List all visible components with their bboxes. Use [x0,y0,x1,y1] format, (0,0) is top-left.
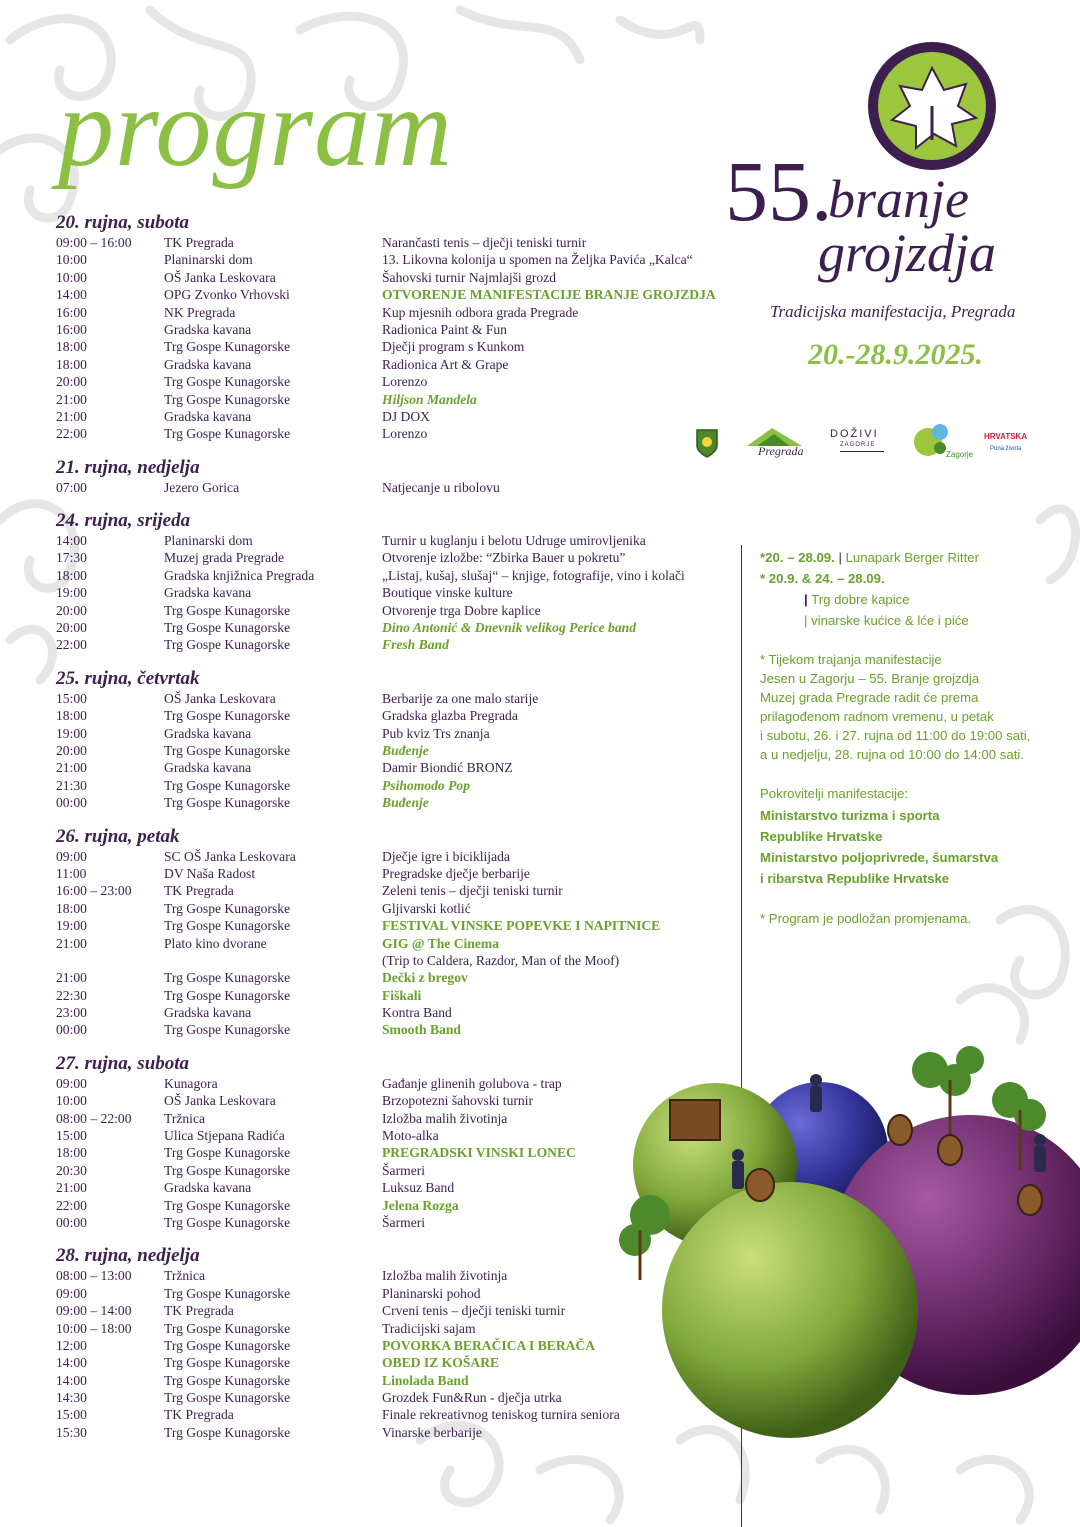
schedule-row [56,636,746,653]
event-place: Gradska kavana [164,585,252,601]
event-time: 12:00 [56,1337,87,1353]
event-name: Gradska glazba Pregrada [382,708,518,724]
side-lunapark-line: *20. – 28.09. | Lunapark Berger Ritter [760,550,979,565]
event-name: Dino Antonić & Dnevnik velikog Perice band [382,620,636,636]
page-title: program [58,66,453,190]
event-time: 20:00 [56,602,87,618]
event-time: 20:00 [56,620,87,636]
schedule-row [56,969,746,986]
event-place: Ulica Stjepana Radića [164,1128,285,1144]
patron-line: i ribarstva Republike Hrvatske [760,871,950,886]
museum-note-line: Jesen u Zagorju – 55. Branje grojzdja [760,671,980,686]
schedule-row [56,917,746,934]
event-time: 18:00 [56,339,87,355]
event-time: 15:30 [56,1424,87,1440]
logo-subtitle: Tradicijska manifestacija, Pregrada [770,302,1016,321]
sponsor-logos [690,420,1050,470]
schedule-row [56,690,746,707]
event-place: Trg Gospe Kunagorske [164,1145,291,1161]
event-name: Hiljson Mandela [382,391,477,407]
event-place: Muzej grada Pregrade [164,550,285,566]
event-time: 10:00 [56,1093,87,1109]
event-place: Gradska kavana [164,1180,252,1196]
side-info-panel [760,548,1060,928]
event-place: TK Pregrada [164,1303,234,1319]
event-place: Trg Gospe Kunagorske [164,1424,291,1440]
event-name: GIG @ The Cinema [382,935,500,951]
event-place: OŠ Janka Leskovara [164,1093,276,1109]
event-time: 21:30 [56,777,87,793]
event-place: Trg Gospe Kunagorske [164,1390,291,1406]
event-place: Trg Gospe Kunagorske [164,918,291,934]
event-place: Trg Gospe Kunagorske [164,1320,291,1336]
event-name: Šarmeri [382,1214,426,1230]
event-name: Turnir u kuglanju i belotu Udruge umirovljenika [382,533,646,549]
side-kucice-line: | vinarske kućice & lće i piće [804,613,969,628]
schedule-row [56,234,746,251]
day-block [56,510,746,654]
event-name: Narančasti tenis – dječji teniski turnir [382,235,587,250]
event-place: Trg Gospe Kunagorske [164,742,291,758]
event-name: Izložba malih životinja [382,1110,508,1126]
event-time: 11:00 [56,865,87,881]
event-place: Kunagora [164,1075,218,1091]
event-time: 21:00 [56,760,87,776]
day-title: 28. rujna, nedjelja [56,1245,200,1267]
event-place: Plato kino dvorane [164,935,267,951]
event-name: Lorenzo [382,426,428,442]
event-place: Gradska kavana [164,408,252,424]
schedule-row [56,1004,746,1021]
schedule-row [56,584,746,601]
hrvatska-logo-sub: Puna života [990,446,1022,452]
schedule-row [56,602,746,619]
schedule-row [56,408,746,425]
event-time: 19:00 [56,585,87,601]
event-place: OŠ Janka Leskovara [164,690,276,706]
event-name: POVORKA BERAČICA I BERAČA [382,1337,596,1353]
schedule-row [56,338,746,355]
event-place: Tržnica [164,1268,206,1284]
event-name: Luksuz Band [382,1180,455,1196]
schedule-row [56,987,746,1004]
event-place: Trg Gospe Kunagorske [164,987,291,1003]
event-time: 22:30 [56,987,87,1003]
event-place: Trg Gospe Kunagorske [164,391,291,407]
event-time: 22:00 [56,1197,87,1213]
festival-dates: 20.-28.9.2025. [808,338,983,371]
event-time: 21:00 [56,935,87,951]
event-place: Trg Gospe Kunagorske [164,620,291,636]
pregrada-logo-label: Pregrada [758,444,804,458]
event-name: Natjecanje u ribolovu [382,479,500,495]
event-place: Trg Gospe Kunagorske [164,795,291,811]
event-place: Trg Gospe Kunagorske [164,1162,291,1178]
event-name: PREGRADSKI VINSKI LONEC [382,1145,576,1161]
event-time: 15:00 [56,1407,87,1423]
patron-line: Ministarstvo poljoprivrede, šumarstva [760,850,999,865]
logo-word-grojzdja: grojzdja [818,223,997,283]
event-name: Dječje igre i biciklijada [382,848,510,864]
schedule-row [56,549,746,566]
schedule-row [56,391,746,408]
museum-note-line: prilagođenom radnom vremenu, u petak [760,709,994,724]
event-time: 21:00 [56,970,87,986]
event-name: Gađanje glinenih golubova - trap [382,1075,562,1091]
event-place: TK Pregrada [164,1407,234,1423]
event-name: Moto-alka [382,1128,439,1144]
event-place: Trg Gospe Kunagorske [164,970,291,986]
event-place: SC OŠ Janka Leskovara [164,848,296,864]
schedule-row [56,848,746,865]
event-name: Pregradske dječje berbarije [382,865,530,881]
event-time: 07:00 [56,479,87,495]
schedule-row [56,286,746,303]
event-time: 21:00 [56,391,87,407]
event-place: Trg Gospe Kunagorske [164,1285,291,1301]
schedule-row [56,532,746,549]
event-name: Berbarije za one malo starije [382,690,539,706]
event-place: Trg Gospe Kunagorske [164,1372,291,1388]
hrvatska-logo-label: HRVATSKA [984,432,1028,441]
event-time: 14:00 [56,1355,87,1371]
day-block [56,457,746,496]
schedule-row [56,619,746,636]
event-place: Trg Gospe Kunagorske [164,1337,291,1353]
side-trg-line: | Trg dobre kapice [804,592,910,607]
schedule-row [56,304,746,321]
event-place: OPG Zvonko Vrhovski [164,287,290,303]
event-place: Planinarski dom [164,533,253,549]
side-disclaimer: * Program je podložan promjenama. [760,911,972,926]
zagorje-logo-label: Zagorje [946,450,974,459]
schedule-row [56,759,746,776]
event-place: DV Naša Radost [164,865,256,881]
event-place: Jezero Gorica [164,479,240,495]
event-time: 18:00 [56,708,87,724]
schedule-row [56,777,746,794]
event-name: Šarmeri [382,1162,426,1178]
event-time: 10:00 – 18:00 [56,1320,132,1336]
schedule-row [56,935,746,952]
event-place: Trg Gospe Kunagorske [164,339,291,355]
event-time: 09:00 [56,1075,87,1091]
event-place: Planinarski dom [164,252,253,268]
logo-word-branje: branje [828,169,969,229]
event-name: Buđenje [382,795,429,811]
day-title: 27. rujna, subota [56,1052,190,1074]
event-time: 17:30 [56,550,87,566]
event-time: 09:00 – 16:00 [56,235,132,250]
schedule-row [56,251,746,268]
event-time: 14:00 [56,287,87,303]
event-time: 20:00 [56,742,87,758]
event-name: Gljivarski kotlić [382,900,471,916]
event-place: Gradska kavana [164,760,252,776]
dozivi-logo-label: DOŽIVI [830,428,879,440]
event-name: Šahovski turnir Najmlajši grozd [382,269,557,285]
museum-note-line: Muzej grada Pregrade radit će prema [760,690,979,705]
event-time: 19:00 [56,725,87,741]
day-title: 24. rujna, srijeda [56,510,191,532]
day-block [56,668,746,812]
schedule-row [56,373,746,390]
schedule-row [56,1021,746,1038]
event-time: 14:00 [56,1372,87,1388]
event-time: 18:00 [56,567,87,583]
event-place: Gradska kavana [164,1005,252,1021]
event-name: Psihomodo Pop [382,777,470,793]
side-patrons-title: Pokrovitelji manifestacije: [760,786,909,801]
event-name: Pub kviz Trs znanja [382,725,490,741]
event-name: Dječji program s Kunkom [382,339,525,355]
schedule-row [56,742,746,759]
museum-note-line: a u nedjelju, 28. rujna od 10:00 do 14:00 sati. [760,747,1024,762]
schedule-row [56,479,746,496]
schedule-row [56,269,746,286]
dozivi-logo-sub: ZAGORJE [840,442,884,452]
side-trg-text: Trg dobre kapice [811,592,910,607]
event-time: 20:30 [56,1162,87,1178]
event-name: Smooth Band [382,1022,461,1038]
schedule-row [56,952,746,969]
event-name: FESTIVAL VINSKE POPEVKE I NAPITNICE [382,918,661,934]
pregrada-coat-of-arms-icon [695,428,719,458]
event-place: Trg Gospe Kunagorske [164,1214,291,1230]
event-time: 08:00 – 13:00 [56,1268,132,1284]
event-name: Crveni tenis – dječji teniski turnir [382,1303,566,1319]
event-time: 16:00 – 23:00 [56,883,132,899]
event-time: 09:00 [56,1285,87,1301]
event-place: Gradska kavana [164,321,252,337]
event-name: Finale rekreativnog teniskog turnira seniora [382,1407,620,1423]
event-time: 18:00 [56,900,87,916]
schedule-row [56,707,746,724]
schedule-row [56,567,746,584]
event-time: 18:00 [56,1145,87,1161]
day-title: 21. rujna, nedjelja [56,456,200,478]
schedule-row [56,321,746,338]
event-name: Lorenzo [382,374,428,390]
event-time: 22:00 [56,637,87,653]
event-name: Otvorenje trga Dobre kaplice [382,602,541,618]
event-name: „Listaj, kušaj, slušaj“ – knjige, fotografije, vino i kolači [382,567,685,583]
side-lunapark-text: Lunapark Berger Ritter [845,550,979,565]
event-time: 21:00 [56,408,87,424]
event-name: Kontra Band [382,1005,452,1021]
event-name: OBED IZ KOŠARE [382,1355,500,1371]
event-time: 00:00 [56,1214,87,1230]
museum-note-line: i subotu, 26. i 27. rujna od 11:00 do 19:00 sati, [760,728,1031,743]
event-place: Trg Gospe Kunagorske [164,426,291,442]
patron-line: Ministarstvo turizma i sporta [760,808,940,823]
patron-line: Republike Hrvatske [760,829,883,844]
event-name: Dečki z bregov [382,970,468,986]
event-time: 20:00 [56,374,87,390]
event-name: Radionica Paint & Fun [382,321,507,337]
event-name: Damir Biondić BRONZ [382,760,513,776]
event-place: Trg Gospe Kunagorske [164,1355,291,1371]
day-title: 26. rujna, petak [56,825,180,847]
event-name: Otvorenje izložbe: “Zbirka Bauer u pokretu” [382,550,626,566]
event-time: 09:00 [56,848,87,864]
event-place: Trg Gospe Kunagorske [164,900,291,916]
event-time: 16:00 [56,304,87,320]
day-title: 20. rujna, subota [56,212,190,233]
event-time: 10:00 [56,252,87,268]
event-name: Fresh Band [382,637,449,653]
event-place: Trg Gospe Kunagorske [164,777,291,793]
event-time: 18:00 [56,356,87,372]
event-time: 22:00 [56,426,87,442]
event-place: Trg Gospe Kunagorske [164,637,291,653]
event-name: Jelena Rozga [382,1197,459,1213]
day-block [56,212,746,443]
event-time: 08:00 – 22:00 [56,1110,132,1126]
side-museum-note [760,650,1060,764]
event-time: 14:00 [56,533,87,549]
event-place: Trg Gospe Kunagorske [164,602,291,618]
event-place: TK Pregrada [164,235,234,250]
logo-edition-number: 55. [725,143,833,239]
event-name: Linolada Band [382,1372,469,1388]
event-time: 21:00 [56,1180,87,1196]
schedule-row [56,865,746,882]
event-name: Grozdek Fun&Run - dječja utrka [382,1390,562,1406]
event-place: Trg Gospe Kunagorske [164,374,291,390]
event-place: Gradska kavana [164,356,252,372]
event-name: Vinarske berbarije [382,1424,482,1440]
event-name: Zeleni tenis – dječji teniski turnir [382,883,563,899]
event-name: Radionica Art & Grape [382,356,509,372]
schedule-row [56,356,746,373]
side-lunapark-date: *20. – 28.09. [760,550,835,565]
event-name: Buđenje [382,742,429,758]
side-patrons-list [760,805,1060,889]
schedule-row [56,882,746,899]
event-time: 09:00 – 14:00 [56,1303,132,1319]
event-time: 00:00 [56,1022,87,1038]
schedule-row [56,725,746,742]
event-name: OTVORENJE MANIFESTACIJE BRANJE GROJZDJA [382,287,716,303]
event-place: TK Pregrada [164,883,234,899]
schedule-row [56,794,746,811]
event-time: 00:00 [56,795,87,811]
event-place: OŠ Janka Leskovara [164,269,276,285]
event-place: Trg Gospe Kunagorske [164,1197,291,1213]
side-kucice-text: vinarske kućice & lće i piće [811,613,969,628]
event-time: 15:00 [56,1128,87,1144]
event-name: Tradicijski sajam [382,1320,476,1336]
event-place: Gradska kavana [164,725,252,741]
schedule-row [56,425,746,442]
event-time: 19:00 [56,918,87,934]
grape-harvest-illustration [610,1040,1080,1490]
event-place: Gradska knjižnica Pregrada [164,567,315,583]
event-time: 15:00 [56,690,87,706]
event-time: 16:00 [56,321,87,337]
event-name: Fiškali [382,987,422,1003]
event-name: 13. Likovna kolonija u spomen na Željka Pavića „Kalca“ [382,252,693,268]
day-title: 25. rujna, četvrtak [56,667,200,689]
event-name: Kup mjesnih odbora grada Pregrade [382,304,579,320]
museum-note-line: * Tijekom trajanja manifestacije [760,652,942,667]
event-name: Brzopotezni šahovski turnir [382,1093,534,1109]
side-trg-date: * 20.9. & 24. – 28.09. [760,571,885,586]
event-place: Tržnica [164,1110,206,1126]
event-name: Planinarski pohod [382,1285,481,1301]
event-place: Trg Gospe Kunagorske [164,708,291,724]
event-time: 10:00 [56,269,87,285]
schedule-row [56,900,746,917]
event-time: 23:00 [56,1005,87,1021]
event-name: Boutique vinske kulture [382,585,513,601]
day-block [56,826,746,1039]
event-name: Izložba malih životinja [382,1268,508,1284]
event-place: NK Pregrada [164,304,236,320]
event-place: Trg Gospe Kunagorske [164,1022,291,1038]
event-name: (Trip to Caldera, Razdor, Man of the Moof) [382,952,620,968]
event-time: 14:30 [56,1390,87,1406]
event-name: DJ DOX [382,408,430,424]
